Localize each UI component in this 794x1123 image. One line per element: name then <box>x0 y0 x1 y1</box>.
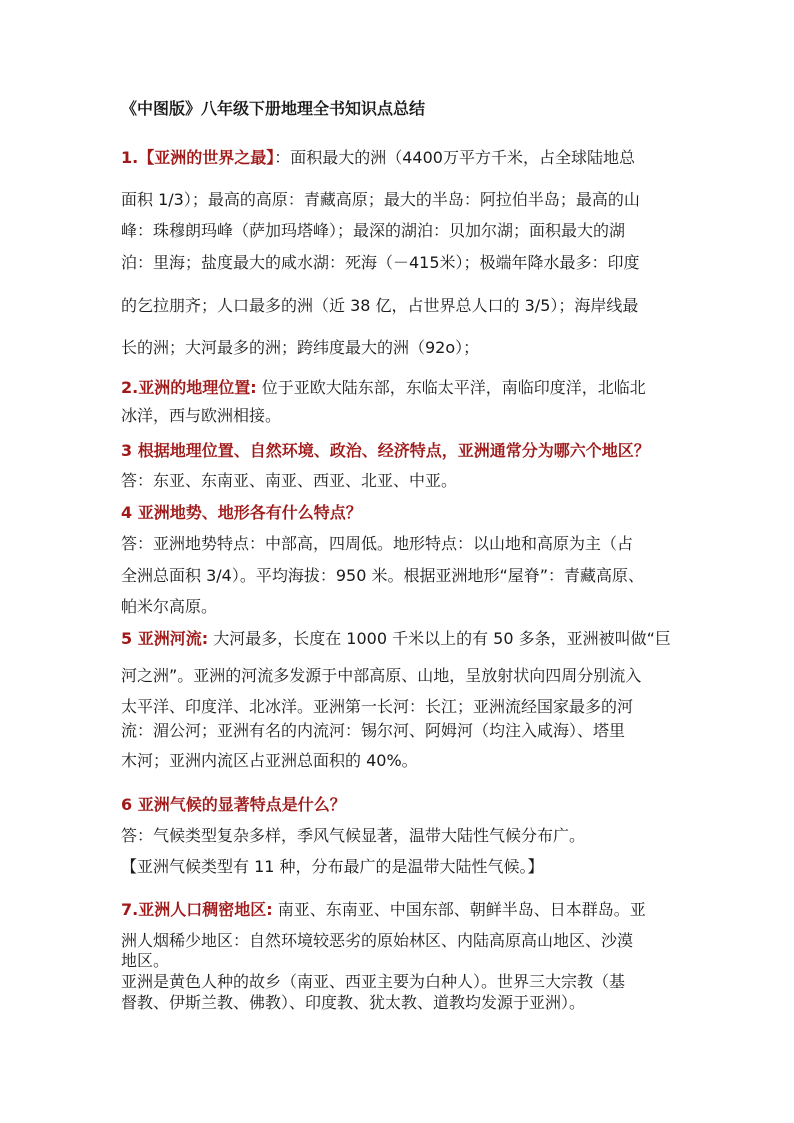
s6-line-1: 【亚洲气候类型有 11 种，分布最广的是温带大陆性气候。】 <box>121 857 544 876</box>
s5-line-2: 太平洋、印度洋、北冰洋。亚洲第一长河：长江；亚洲流经国家最多的河 <box>121 697 634 716</box>
s3-heading: 3 根据地理位置、自然环境、政治、经济特点，亚洲通常分为哪六个地区？ <box>121 441 650 460</box>
s4-line-2: 帕米尔高原。 <box>121 597 218 616</box>
s2-heading: 2.亚洲的地理位置: <box>121 378 257 397</box>
s1-line-1: 面积 1/3）；最高的高原：青藏高原；最大的半岛：阿拉伯半岛；最高的山 <box>121 190 640 209</box>
s6-line-0: 答：气候类型复杂多样，季风气候显著，温带大陆性气候分布广。 <box>121 826 586 845</box>
s1-line-3: 泊：里海；盐度最大的咸水湖：死海（－415米）；极端年降水最多：印度 <box>121 253 640 272</box>
s4-line-1: 全洲总面积 3/4）。平均海拔：950 米。根据亚洲地形“屋脊”：青藏高原、 <box>121 566 645 585</box>
s1-line-4: 的乞拉朋齐；人口最多的洲（近 38 亿，占世界总人口的 3/5）；海岸线最 <box>121 296 639 315</box>
s5-heading: 5 亚洲河流: <box>121 629 209 648</box>
s6-heading: 6 亚洲气候的显著特点是什么？ <box>121 795 346 814</box>
s5-line-1: 河之洲”。亚洲的河流多发源于中部高原、山地，呈放射状向四周分别流入 <box>121 666 642 685</box>
s7-line-1: 洲人烟稀少地区：自然环境较恶劣的原始林区、内陆高原高山地区、沙漠 <box>121 931 634 950</box>
s5-line-0: 5 亚洲河流: 大河最多，长度在 1000 千米以上的有 50 多条，亚洲被叫做“巨 <box>121 629 671 648</box>
s2-line-0: 2.亚洲的地理位置: 位于亚欧大陆东部，东临太平洋，南临印度洋，北临北 <box>121 378 646 397</box>
s5-line-4: 木河；亚洲内流区占亚洲总面积的 40%。 <box>121 751 418 770</box>
s4-heading: 4 亚洲地势、地形各有什么特点？ <box>121 503 362 522</box>
s1-heading: 1.【亚洲的世界之最】 <box>121 148 275 167</box>
page-title: 《中图版》八年级下册地理全书知识点总结 <box>121 99 426 118</box>
s1-line-5: 长的洲；大河最多的洲；跨纬度最大的洲（92o）； <box>121 338 480 357</box>
s1-line-0: 1.【亚洲的世界之最】：面积最大的洲（4400万平方千米，占全球陆地总 <box>121 148 635 167</box>
s7-line-2: 地区。 <box>121 951 170 970</box>
s5-line-3: 流：湄公河；亚洲有名的内流河：锡尔河、阿姆河（均注入咸海）、塔里 <box>121 721 626 740</box>
s7-heading: 7.亚洲人口稠密地区: <box>121 900 273 919</box>
s7-line-4: 督教、伊斯兰教、佛教）、印度教、犹太教、道教均发源于亚洲）。 <box>121 993 586 1012</box>
s4-line-0: 答：亚洲地势特点：中部高，四周低。地形特点：以山地和高原为主（占 <box>121 534 634 553</box>
s3-line-0: 答：东亚、东南亚、南亚、西亚、北亚、中亚。 <box>121 471 458 490</box>
s7-line-3: 亚洲是黄色人种的故乡（南亚、西亚主要为白种人）。世界三大宗教（基 <box>121 972 626 991</box>
s2-line-1: 冰洋，西与欧洲相接。 <box>121 406 282 425</box>
s7-line-0: 7.亚洲人口稠密地区: 南亚、东南亚、中国东部、朝鲜半岛、日本群岛。亚 <box>121 900 646 919</box>
s1-line-2: 峰：珠穆朗玛峰（萨加玛塔峰）；最深的湖泊：贝加尔湖；面积最大的湖 <box>121 221 626 240</box>
